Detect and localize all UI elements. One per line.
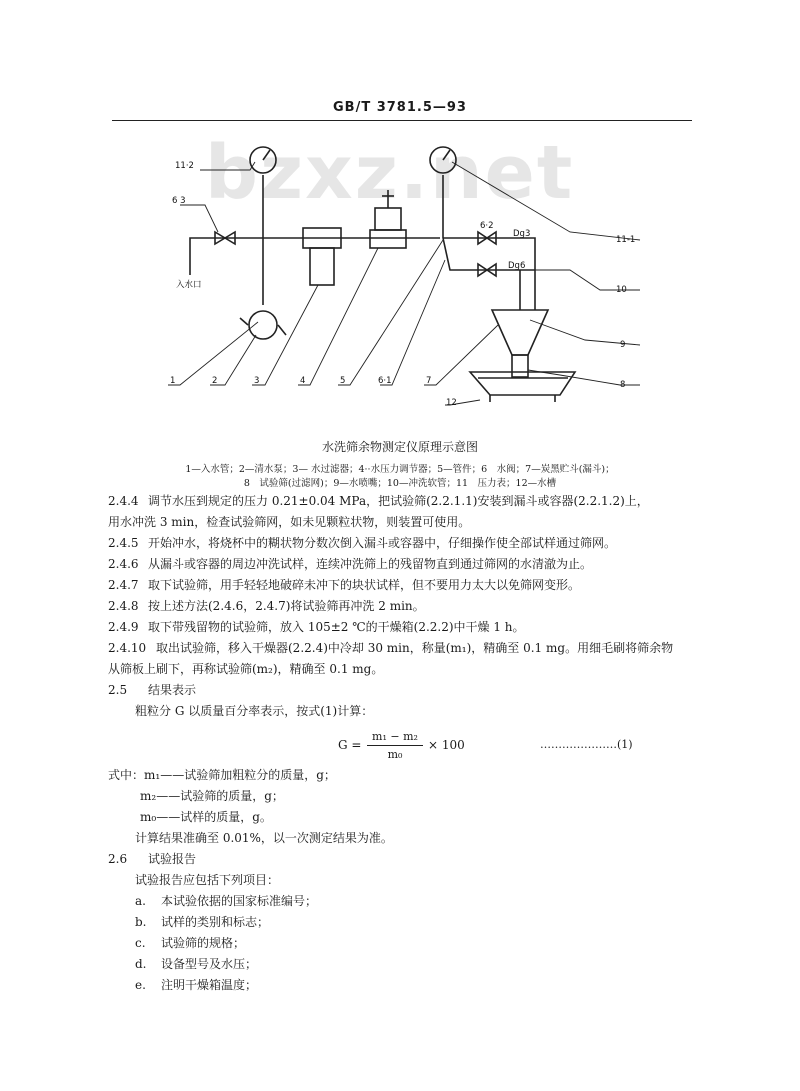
para-2-4-7: 2.4.7 取下试验筛，用手轻轻地破碎未冲下的块状试样，但不要用力太大以免筛网变形。 xyxy=(108,578,581,592)
label-6-2: 6·2 xyxy=(480,221,494,231)
label-2: 2 xyxy=(212,376,218,386)
carbon-black-funnel xyxy=(492,310,548,355)
label-dg6: Dg6 xyxy=(508,261,526,271)
para-2-4-9: 2.4.9 取下带残留物的试验筛，放入 105±2 ℃的干燥箱(2.2.2)中干燥 1 h。 xyxy=(108,620,525,634)
branch-upper xyxy=(443,238,535,310)
inlet-pipe xyxy=(190,238,440,275)
water-pump xyxy=(249,311,277,339)
label-dg3: Dg3 xyxy=(513,229,531,239)
label-6-3: 6 3 xyxy=(172,196,186,206)
label-11-1: 11-1 xyxy=(616,235,636,245)
report-item-e: e. 注明干燥箱温度； xyxy=(135,978,258,992)
para-2-4-10-cont: 从筛板上刷下，再称试验筛(m₂)，精确至 0.1 mg。 xyxy=(108,662,384,676)
section-2-6: 2.6 试验报告 xyxy=(108,852,197,866)
para-2-4-4-cont: 用水冲洗 3 min，检查试验筛网，如未见颗粒状物，则装置可使用。 xyxy=(108,515,471,529)
label-12: 12 xyxy=(446,398,457,408)
para-2-5-intro: 粗粒分 G 以质量百分率表示，按式(1)计算： xyxy=(135,704,374,718)
apparatus-diagram xyxy=(150,135,650,425)
para-2-4-5: 2.4.5 开始冲水，将烧杯中的糊状物分数次倒入漏斗或容器中，仔细操作使全部试样通过筛网。 xyxy=(108,536,617,550)
where-m1: 式中：m₁——试验筛加粗粒分的质量，g； xyxy=(108,768,336,782)
para-2-4-6: 2.4.6 从漏斗或容器的周边冲洗试样，连续冲洗筛上的残留物直到通过筛网的水清澈为止。 xyxy=(108,557,593,571)
label-1: 1 xyxy=(170,376,176,386)
header-rule xyxy=(112,120,692,121)
pressure-regulator xyxy=(375,208,401,230)
label-3: 3 xyxy=(254,376,260,386)
formula-lhs: G = xyxy=(338,738,362,752)
watermark: bzxz.net xyxy=(205,130,575,216)
figure-legend-line1: 1—入水管；2—清水泵；3— 水过滤器；4··水压力调节器；5—管件；6 水阀；7—炭黑贮斗(漏斗)； xyxy=(185,464,615,475)
page-header: GB/T 3781.5—93 xyxy=(333,100,467,115)
test-sieve xyxy=(512,355,528,377)
report-item-d: d. 设备型号及水压； xyxy=(135,957,258,971)
para-2-4-4: 2.4.4 调节水压到规定的压力 0.21±0.04 MPa，把试验筛(2.2.1.1)安装到漏斗或容器(2.2.1.2)上， xyxy=(108,494,649,508)
water-tank xyxy=(470,372,575,395)
report-item-c: c. 试验筛的规格； xyxy=(135,936,246,950)
figure-caption: 水洗筛余物测定仪原理示意图 xyxy=(321,440,478,454)
label-4: 4 xyxy=(300,376,306,386)
formula-tag: …………………(1) xyxy=(540,738,633,751)
report-item-a: a. 本试验依据的国家标准编号； xyxy=(135,894,318,908)
para-2-4-10: 2.4.10 取出试验筛，移入干燥器(2.2.4)中冷却 30 min，称量(m₁)，精确至 0.1 mg。用细毛刷将筛余物 xyxy=(108,641,674,655)
label-9: 9 xyxy=(620,340,626,350)
where-m0: m₀——试样的质量，g。 xyxy=(140,810,272,824)
formula-bar xyxy=(367,745,423,746)
label-8: 8 xyxy=(620,380,626,390)
label-inlet: 入水口 xyxy=(176,280,202,290)
report-intro: 试验报告应包括下列项目： xyxy=(135,873,280,887)
para-2-4-8: 2.4.8 按上述方法(2.4.6，2.4.7)将试验筛再冲洗 2 min。 xyxy=(108,599,425,613)
figure-legend-line2: 8 试验筛(过滤网)；9—水喷嘴；10—冲洗软管；11 压力表；12—水槽 xyxy=(243,478,557,489)
label-10: 10 xyxy=(616,285,627,295)
formula-denominator: m₀ xyxy=(387,748,403,761)
formula-numerator: m₁ − m₂ xyxy=(372,730,418,743)
label-6-1: 6·1 xyxy=(378,376,392,386)
section-2-5: 2.5 结果表示 xyxy=(108,683,197,697)
where-m2: m₂——试验筛的质量，g； xyxy=(140,789,284,803)
formula-rhs: × 100 xyxy=(428,738,465,752)
label-11-2: 11·2 xyxy=(175,161,194,171)
label-5: 5 xyxy=(340,376,346,386)
accuracy-note: 计算结果准确至 0.01%，以一次测定结果为准。 xyxy=(135,831,393,845)
label-7: 7 xyxy=(426,376,432,386)
report-item-b: b. 试样的类别和标志； xyxy=(135,915,270,929)
